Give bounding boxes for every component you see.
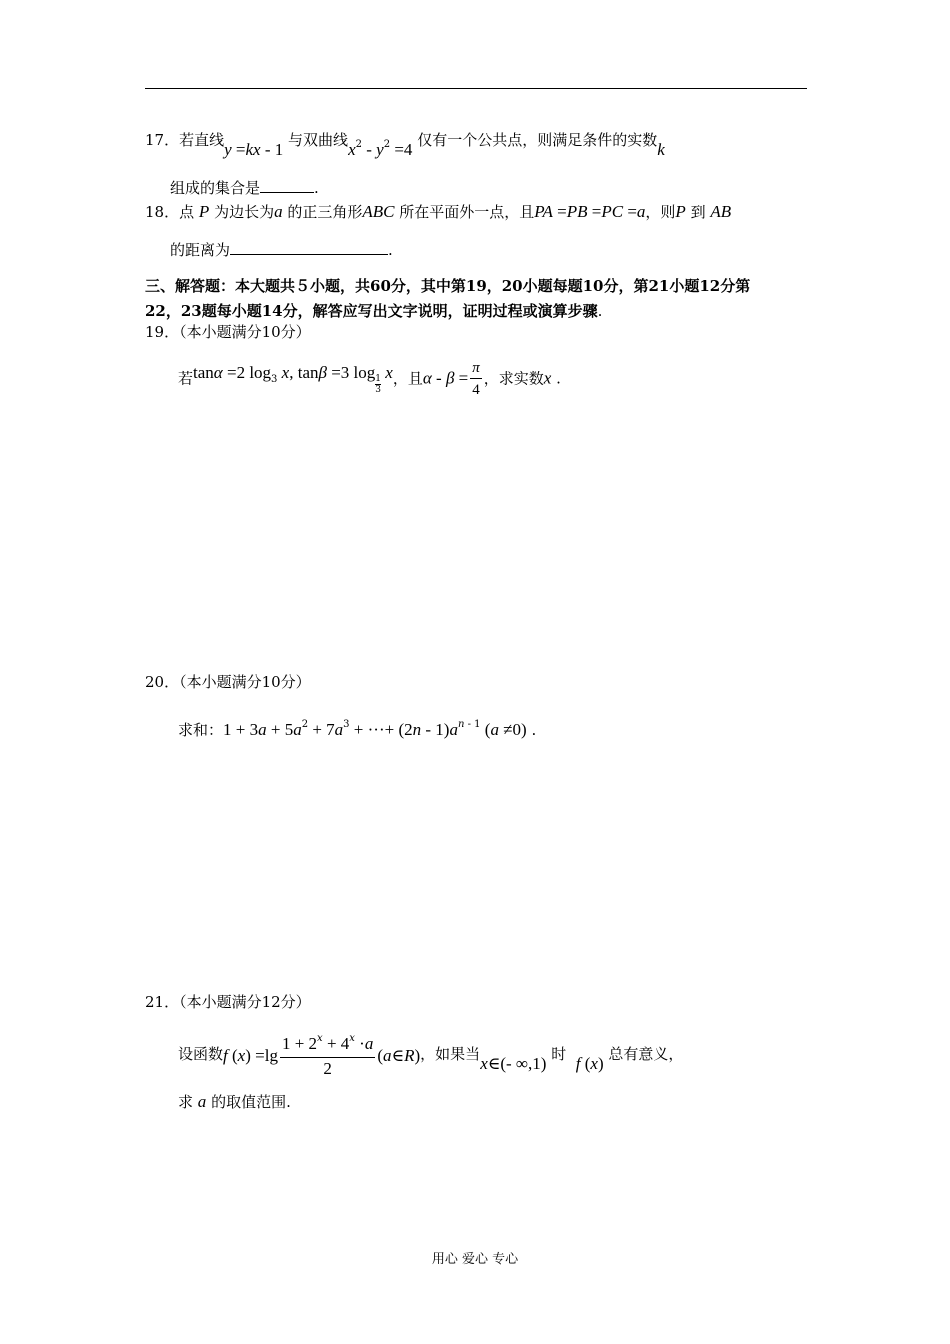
q19-pi-over-4: $\frac{\pi}{4}$ — [472, 360, 480, 398]
q18-line1: 18．点 P 为边长为a 的正三角形ABC 所在平面外一点，且PA =PB =PC =a，则P 到 AB — [145, 202, 732, 221]
q18-answer-blank — [230, 240, 388, 255]
q20-header: 20．（本小题满分10分） — [145, 673, 311, 691]
section3-heading-line2: 22，23题每小题14分，解答应写出文字说明，证明过程或演算步骤. — [145, 302, 603, 320]
q21-domain-interval: x∈(- ∞,1) — [480, 1054, 547, 1073]
section3-heading-line1: 三、解答题：本大题共５小题，共60分，其中第19，20小题每题10分，第21小题12分第 — [145, 277, 751, 295]
q19-header: 19．（本小题满分10分） — [145, 323, 311, 341]
q21-function-definition: f (x) =lg $\frac{1 + 2^x + 4^x \cdot a}{2}$ (a∈R) — [223, 1033, 421, 1078]
page-footer: 用心 爱心 专心 — [431, 1252, 519, 1267]
q20-series-expression: $1 + 3a + 5a^2 + 7a^3$ + ···+ $(2n - 1)a^{n - 1}$ (a ≠0) — [223, 719, 527, 739]
q18-line2: 的距离为 . — [170, 241, 393, 259]
q20-body: 求和：$1 + 3a + 5a^2 + 7a^3$ + ···+ $(2n - 1)a^{n - 1}$ (a ≠0) . — [178, 719, 537, 739]
q17-line1: 17．若直线y =kx - 1 与双曲线$x^2 - y^2 =4$ 仅有一个公共点，则满足条件的实数k — [145, 131, 665, 159]
q17-answer-blank — [260, 178, 314, 193]
q17-line-equation: y — [224, 140, 232, 159]
q19-body: 若tanα =2 $\log_3 x$, tanβ =3 log $\frac{1}{3}$ x，且α - β = $\frac{\pi}{4}$ ，求实数x . — [178, 358, 561, 401]
q18-equal-distances: PA =PB =PC =a — [534, 202, 646, 221]
q17-hyperbola-equation: $x^2 - y^2 =4$ — [348, 139, 413, 159]
header-rule — [145, 88, 807, 89]
q21-body-line1: 设函数f (x) =lg $\frac{1 + 2^x + 4^x \cdot a}{2}$ (a∈R)，如果当x∈(- ∞,1) 时 f (x) 总有意义， — [178, 1033, 684, 1078]
q21-body-line2: 求 a 的取值范围. — [178, 1092, 291, 1111]
q21-header: 21．（本小题满分12分） — [145, 993, 311, 1011]
q19-tan-equations: tanα =2 $\log_3 x$, tanβ =3 log $\frac{1}{3}$ x — [193, 362, 393, 395]
q17-line2: 组成的集合是 . — [170, 179, 319, 197]
